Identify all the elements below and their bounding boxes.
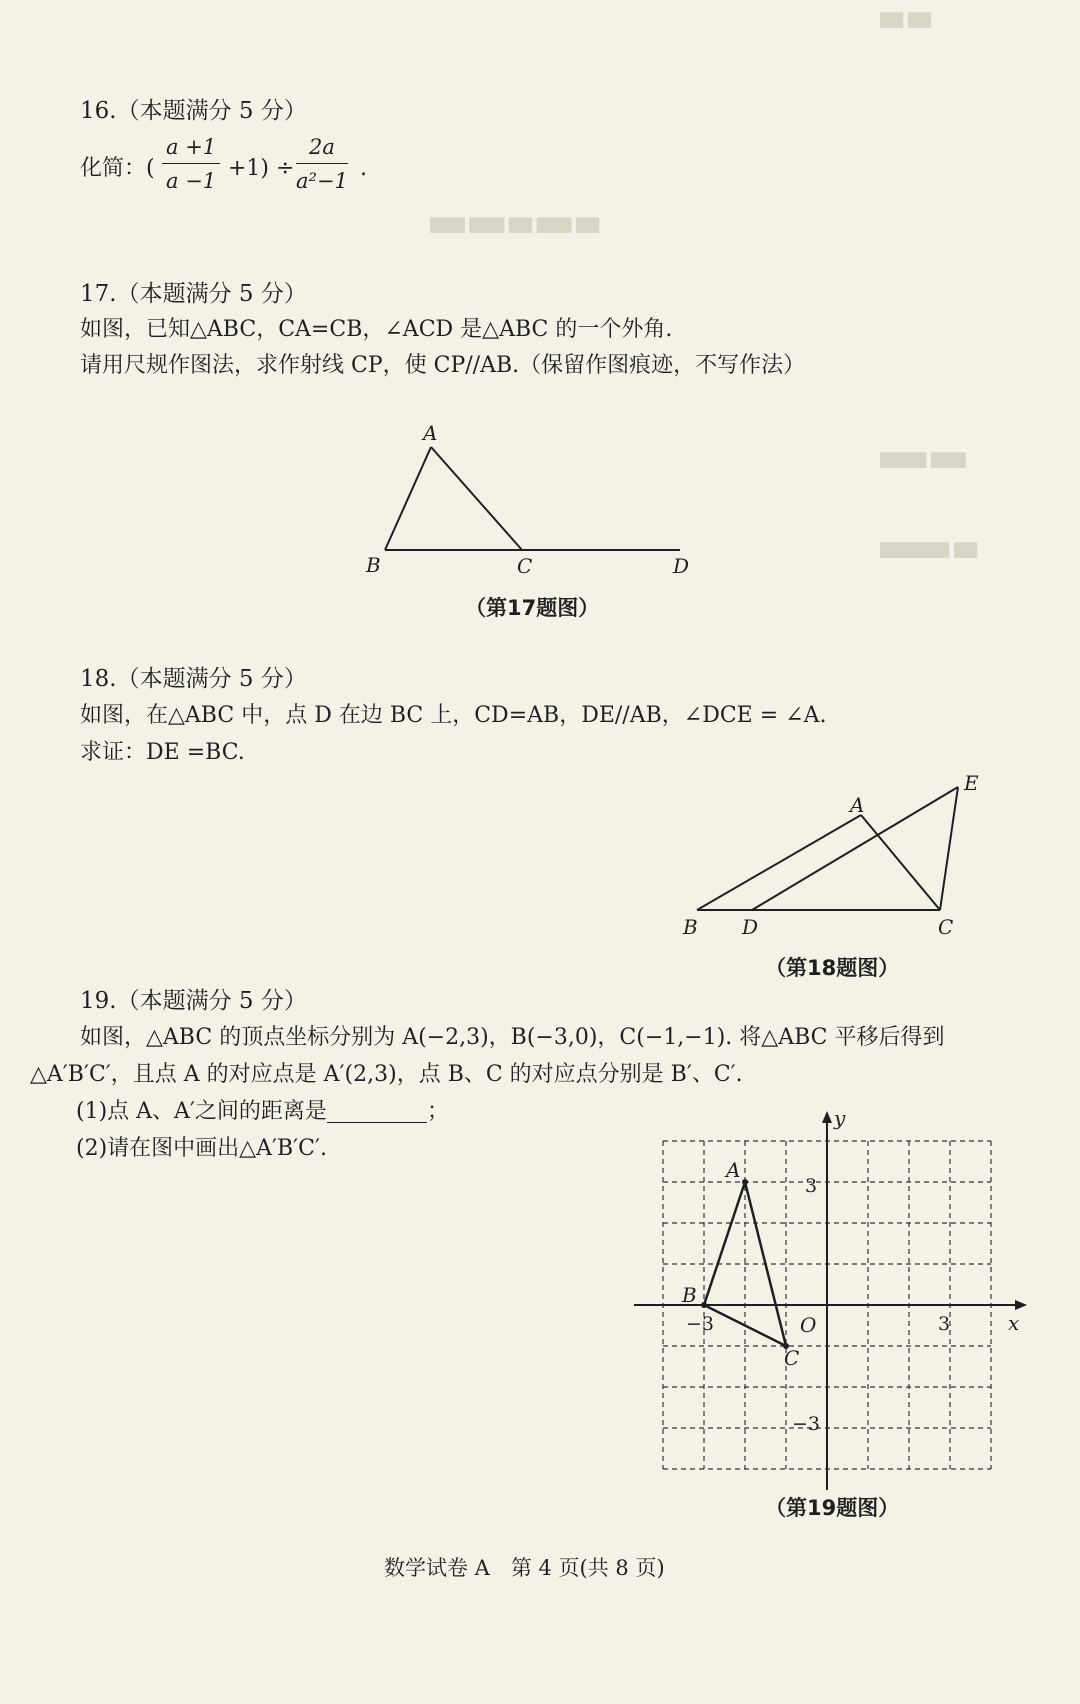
q19-sub1-end: ；	[426, 1099, 449, 1124]
fig17-label-a: A	[423, 421, 438, 445]
q19-sub2: (2)请在图中画出△A′B′C′.	[76, 1136, 327, 1161]
fig18-segment-EC	[940, 787, 958, 910]
fig18-segment-BA	[697, 815, 861, 910]
q19-line2: △A′B′C′，且点 A 的对应点是 A′(2,3)，点 B、C 的对应点分别是 B′、C′.	[30, 1062, 743, 1087]
fig17-segment-AC	[431, 447, 522, 550]
fig19-tick-y-neg3: −3	[792, 1413, 821, 1435]
q16-end: .	[360, 156, 367, 181]
q19-sub1	[76, 1101, 449, 1123]
fig19-axis-label-y: y	[834, 1106, 846, 1130]
q19-answer-blank[interactable]	[327, 1104, 427, 1123]
bleed-through-text: ▇▇ ▇▇	[880, 10, 931, 28]
fig19-axis-label-x: x	[1008, 1311, 1020, 1335]
fig18-label-c: C	[938, 915, 954, 939]
fig17-label-d: D	[673, 554, 690, 578]
q16-frac1-numerator: a +1	[162, 135, 220, 164]
fig17-label-b: B	[366, 553, 381, 577]
fig19-origin-label: O	[800, 1313, 817, 1337]
page-footer: 数学试卷 A 第 4 页(共 8 页)	[384, 1556, 665, 1580]
fig18-caption: （第18题图）	[765, 956, 900, 980]
fig19-tick-x-pos3: 3	[938, 1313, 951, 1335]
q17-line2: 请用尺规作图法，求作射线 CP，使 CP//AB.（保留作图痕迹，不写作法）	[80, 353, 806, 378]
fig19-tick-y-pos3: 3	[805, 1175, 818, 1197]
figure-18	[697, 787, 958, 910]
fig19-point-a	[742, 1179, 748, 1185]
fig18-label-a: A	[850, 793, 865, 817]
q16-prefix: 化简：(	[80, 156, 155, 181]
q16-middle: +1) ÷	[228, 156, 295, 181]
q17-line1: 如图，已知△ABC，CA=CB，∠ACD 是△ABC 的一个外角.	[80, 317, 673, 342]
bleed-through-text: ▇▇▇▇▇▇ ▇▇	[880, 540, 978, 558]
q19-header: 19.（本题满分 5 分）	[80, 988, 307, 1014]
q17-header: 17.（本题满分 5 分）	[80, 281, 307, 307]
q18-line1: 如图，在△ABC 中，点 D 在边 BC 上，CD=AB，DE//AB，∠DCE = ∠A.	[80, 703, 827, 728]
fig18-label-e: E	[964, 771, 979, 795]
fig17-caption: （第17题图）	[465, 596, 600, 620]
fig17-label-c: C	[517, 554, 533, 578]
x-axis-arrow-icon	[1015, 1300, 1027, 1310]
q16-header: 16.（本题满分 5 分）	[80, 98, 307, 124]
fig19-tick-x-neg3: −3	[686, 1313, 715, 1335]
y-axis-arrow-icon	[822, 1111, 832, 1123]
q18-line2: 求证：DE =BC.	[80, 740, 245, 765]
fig19-label-b: B	[682, 1283, 697, 1307]
q16-frac2-numerator: 2a	[296, 135, 348, 164]
fig17-segment-AB	[385, 447, 431, 550]
q19-line1: 如图，△ABC 的顶点坐标分别为 A(−2,3)，B(−3,0)，C(−1,−1). 将△ABC 平移后得到	[80, 1025, 945, 1050]
fig18-label-b: B	[683, 915, 698, 939]
fig18-label-d: D	[742, 915, 759, 939]
figure-17	[385, 447, 680, 550]
q18-header: 18.（本题满分 5 分）	[80, 666, 307, 692]
bleed-through-text: ▇▇▇▇ ▇▇▇	[880, 450, 966, 468]
q19-sub1-text: (1)点 A、A′之间的距离是	[76, 1099, 327, 1124]
q16-frac2-denominator: a²−1	[296, 169, 348, 193]
fig19-label-c: C	[784, 1346, 800, 1370]
fig19-label-a: A	[726, 1158, 741, 1182]
q16-frac1-denominator: a −1	[166, 169, 217, 193]
fig19-point-b	[701, 1302, 707, 1308]
fig19-caption: （第19题图）	[765, 1496, 900, 1520]
bleed-through-text: ▇▇▇ ▇▇▇ ▇▇ ▇▇▇ ▇▇	[430, 215, 600, 233]
fig18-segment-AC	[861, 815, 940, 910]
